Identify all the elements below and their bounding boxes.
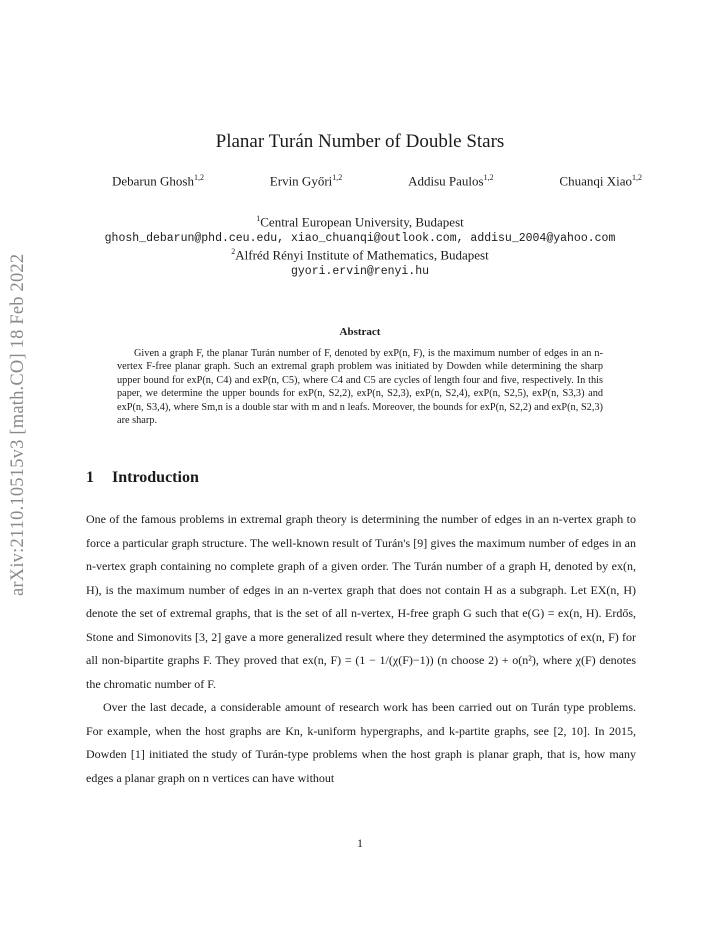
abstract-heading: Abstract <box>339 326 381 338</box>
section-number: 1 <box>86 469 94 486</box>
arxiv-stamp: arXiv:2110.10515v3 [math.CO] 18 Feb 2022 <box>8 253 28 597</box>
paragraph: One of the famous problems in extremal graph theory is determining the number of edges in an n-vertex graph to force a particular graph structure. The well-known result of Turán's [9] gives the maximum number of edges in an n-vertex graph containing no complete graph of a given order. The Turán number of a graph H, denoted by ex(n, H), is the maximum number of edges in an n-vertex graph that does not contain H as a subgraph. Let EX(n, H) denote the set of extremal graphs, that is the set of all n-vertex, H-free graph G such that e(G) = ex(n, H). Erdős, Stone and Simonovits [3, 2] gave a more generalized result where they determined the asymptotics of ex(n, F) for all non-bipartite graphs F. They proved that ex(n, F) = (1 − 1/(χ(F)−1)) (n choose 2) + o(n²), where χ(F) denotes the chromatic number of F. <box>86 512 636 691</box>
section-heading <box>86 469 199 487</box>
author-list <box>112 173 642 189</box>
body-text <box>86 508 636 790</box>
author: Debarun Ghosh$^{1,2}$ <box>112 173 204 189</box>
author: Chuanqi Xiao$^{1,2}$ <box>559 173 642 189</box>
paragraph: Over the last decade, a considerable amount of research work has been carried out on Turán type problems. For example, when the host graphs are Kn, k-uniform hypergraphs, and k-partite graphs, see [2, 10]. In 2015, Dowden [1] initiated the study of Turán-type problems when the host graph is planar graph, that is, how many edges a planar graph on n vertices can have without <box>86 700 636 785</box>
page-number: 1 <box>357 836 363 850</box>
abstract-text: Given a graph F, the planar Turán number of F, denoted by exP(n, F), is the maximum number of edges in an n-vertex F-free planar graph. Such an extremal graph problem was initiated by Dowden while determining the sharp upper bound for exP(n, C4) and exP(n, C5), where C4 and C5 are cycles of length four and five, respectively. In this paper, we determine the upper bounds for exP(n, S2,2), exP(n, S2,3), exP(n, S2,4), exP(n, S2,5), exP(n, S3,3) and exP(n, S3,4), where Sm,n is a double star with m and n leafs. Moreover, the bounds for exP(n, S2,2) and exP(n, S2,3) are sharp. <box>117 348 603 427</box>
affiliation-1-emails: ghosh_debarun@phd.ceu.edu, xiao_chuanqi@outlook.com, addisu_2004@yahoo.com <box>104 232 616 245</box>
affiliation-2-email: gyori.ervin@renyi.hu <box>290 265 430 278</box>
author: Ervin Győri$^{1,2}$ <box>269 173 343 189</box>
affiliation-2: $^2$Alfréd Rényi Institute of Mathematics, Budapest <box>231 247 489 263</box>
author: Addisu Paulos$^{1,2}$ <box>408 173 494 189</box>
affiliation-1: $^1$Central European University, Budapest <box>256 214 464 230</box>
section-title: Introduction <box>112 469 199 486</box>
paper-title: Planar Turán Number of Double Stars <box>215 131 505 152</box>
